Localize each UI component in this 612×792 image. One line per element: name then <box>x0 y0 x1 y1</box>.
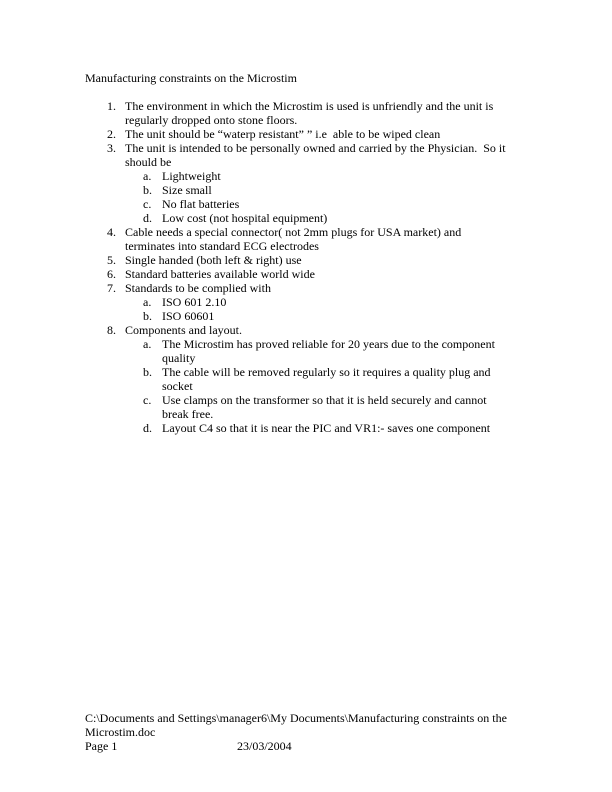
list-item-7 <box>85 281 510 295</box>
list-item-text: Low cost (not hospital equipment) <box>162 211 328 225</box>
list-item-8 <box>85 323 510 337</box>
sub-list-item-8a <box>85 337 510 365</box>
list-item-text: The environment in which the Microstim is used is unfriendly and the unit is regularly dropped onto stone floors. <box>125 99 497 127</box>
list-item-marker: d. <box>143 211 152 225</box>
list-item-text: Lightweight <box>162 169 221 183</box>
sub-list-item-3a <box>85 169 510 183</box>
sub-list-item-8c <box>85 393 510 421</box>
list-item-marker: 1. <box>107 99 116 113</box>
sub-list-item-7b <box>85 309 510 323</box>
sub-list-item-7a <box>85 295 510 309</box>
footer-page-number: Page 1 <box>85 739 118 753</box>
list-item-text: No flat batteries <box>162 197 240 211</box>
list-item-5 <box>85 253 510 267</box>
list-item-marker: 6. <box>107 267 116 281</box>
list-item-text: Size small <box>162 183 212 197</box>
list-item-2 <box>85 127 510 141</box>
list-item-1 <box>85 99 510 127</box>
list-item-text: Use clamps on the transformer so that it is held securely and cannot break free. <box>162 393 490 421</box>
list-item-text: Standards to be complied with <box>125 281 271 295</box>
list-item-marker: a. <box>143 337 152 351</box>
list-item-marker: a. <box>143 169 152 183</box>
list-item-marker: b. <box>143 309 152 323</box>
sub-list-item-8d <box>85 421 510 435</box>
list-item-marker: a. <box>143 295 152 309</box>
list-item-marker: b. <box>143 365 152 379</box>
list-item-text: Standard batteries available world wide <box>125 267 315 281</box>
sub-list-item-3b <box>85 183 510 197</box>
list-item-text: The unit should be “waterp resistant” ” i.e able to be wiped clean <box>125 127 441 141</box>
list-item-3 <box>85 141 510 169</box>
list-item-4 <box>85 225 510 253</box>
list-item-text: The Microstim has proved reliable for 20 years due to the component quality <box>162 337 498 365</box>
list-item-text: ISO 601 2.10 <box>162 295 227 309</box>
list-item-marker: d. <box>143 421 152 435</box>
document-footer <box>85 711 510 753</box>
sub-list-item-3d <box>85 211 510 225</box>
footer-row <box>85 739 510 753</box>
sub-list-item-3c <box>85 197 510 211</box>
sub-list-item-8b <box>85 365 510 393</box>
list-item-marker: c. <box>143 197 152 211</box>
list-item-marker: c. <box>143 393 152 407</box>
footer-file-path: C:\Documents and Settings\manager6\My Documents\Manufacturing constraints on the Microstim.doc <box>85 711 510 739</box>
document-title: Manufacturing constraints on the Microstim <box>85 71 297 85</box>
list-item-6 <box>85 267 510 281</box>
list-item-text: The unit is intended to be personally owned and carried by the Physician. So it should be <box>125 141 509 169</box>
list-item-marker: 5. <box>107 253 116 267</box>
list-item-text: ISO 60601 <box>162 309 215 323</box>
list-item-marker: 2. <box>107 127 116 141</box>
document-body <box>85 71 510 435</box>
list-item-marker: 7. <box>107 281 116 295</box>
footer-date: 23/03/2004 <box>237 739 292 753</box>
list-item-marker: 3. <box>107 141 116 155</box>
list-item-marker: b. <box>143 183 152 197</box>
list-item-text: Components and layout. <box>125 323 242 337</box>
list-item-marker: 8. <box>107 323 116 337</box>
list-item-text: Layout C4 so that it is near the PIC and VR1:- saves one component <box>162 421 491 435</box>
list-item-marker: 4. <box>107 225 116 239</box>
list-item-text: Single handed (both left & right) use <box>125 253 302 267</box>
list-item-text: The cable will be removed regularly so it requires a quality plug and socket <box>162 365 494 393</box>
list-item-text: Cable needs a special connector( not 2mm plugs for USA market) and terminates into standard ECG electrodes <box>125 225 465 253</box>
